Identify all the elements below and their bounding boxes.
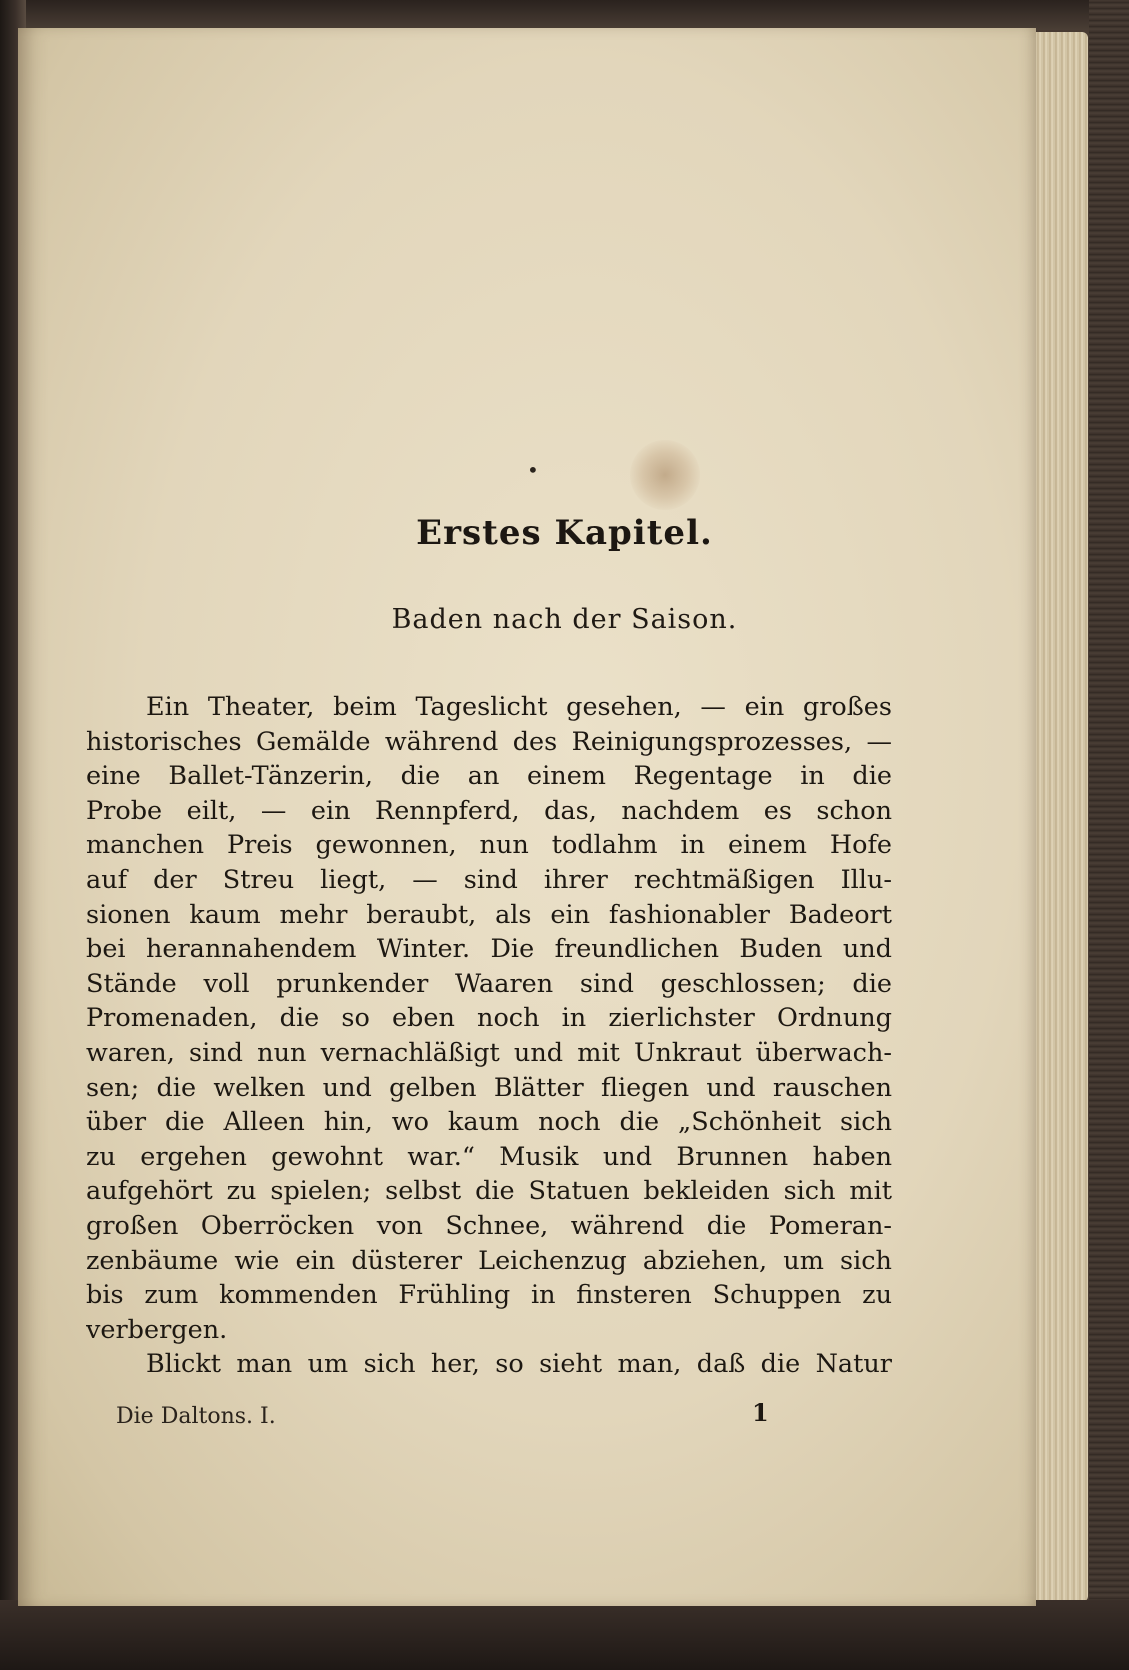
text-line: manchen Preis gewonnen, nun todlahm in einem Hofe [86,830,892,861]
book-cover-right-edge [1089,0,1129,1670]
text-line: auf der Streu liegt, — sind ihrer rechtmäßigen Illu- [86,864,892,895]
book-cover-bottom-edge [0,1600,1129,1670]
text-line: sen; die welken und gelben Blätter fliegen und rauschen [86,1072,892,1103]
page-stack-edges [1030,32,1088,1602]
text-line: aufgehört zu spielen; selbst die Statuen bekleiden sich mit [86,1176,892,1207]
page-number: 1 [752,1398,769,1427]
text-line: bei herannahendem Winter. Die freundlichen Buden und [86,934,892,965]
paper-stain [630,440,700,510]
ornament-dot-icon: • [527,458,539,482]
text-line: Blickt man um sich her, so sieht man, daß die Natur [146,1349,892,1380]
text-line: Promenaden, die so eben noch in zierlichster Ordnung [86,1003,892,1034]
text-line: Ein Theater, beim Tageslicht gesehen, — ein großes [146,692,892,722]
text-line: bis zum kommenden Frühling in finsteren Schuppen zu [86,1280,892,1311]
text-line: über die Alleen hin, wo kaum noch die „Schönheit sich [86,1107,892,1138]
chapter-title: Erstes Kapitel. [416,513,713,553]
text-line: Stände voll prunkender Waaren sind geschlossen; die [86,968,892,999]
text-line: eine Ballet-Tänzerin, die an einem Regentage in die [86,761,892,792]
text-line: großen Oberröcken von Schnee, während die Pomeran- [86,1210,892,1241]
text-line: zenbäume wie ein düsterer Leichenzug abziehen, um sich [86,1245,892,1276]
body-text [86,690,892,1382]
text-line: verbergen. [86,1314,228,1345]
text-line: historisches Gemälde während des Reinigungsprozesses, — [86,726,892,757]
text-line: zu ergehen gewohnt war.“ Musik und Brunnen haben [86,1141,892,1172]
footer-signature: Die Daltons. I. [116,1404,276,1429]
text-line: sionen kaum mehr beraubt, als ein fashionabler Badeort [86,899,892,930]
chapter-subtitle: Baden nach der Saison. [391,604,738,635]
text-line: Probe eilt, — ein Rennpferd, das, nachdem es schon [86,795,892,826]
text-line: waren, sind nun vernachläßigt und mit Unkraut überwach- [86,1037,892,1068]
book-cover-top-edge [0,0,1129,30]
